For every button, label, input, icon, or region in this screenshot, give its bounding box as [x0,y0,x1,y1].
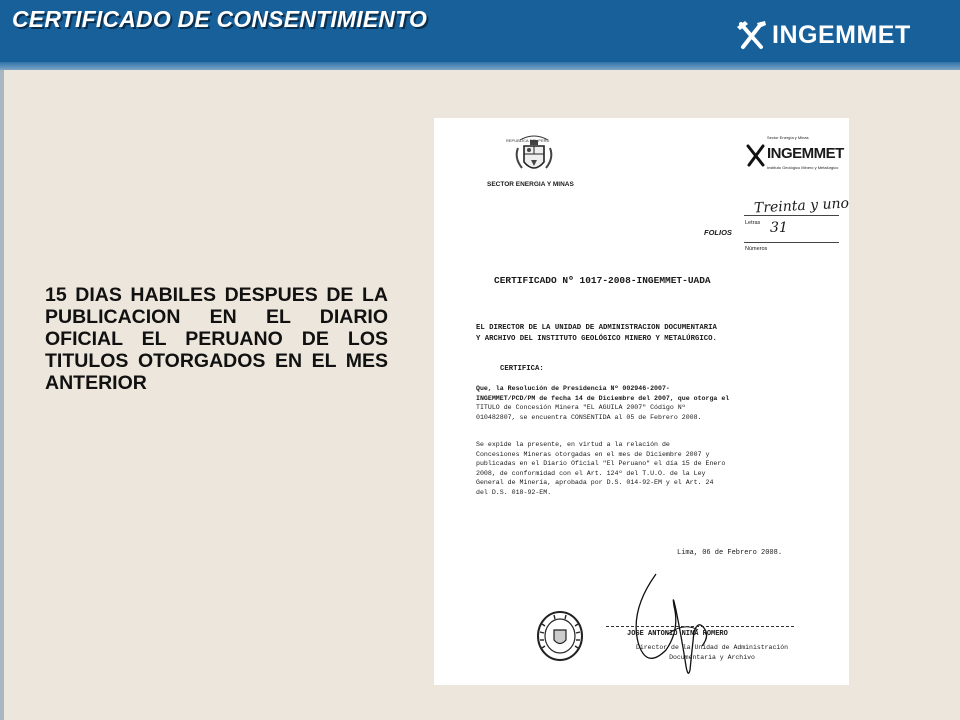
pick-hammer-icon [736,20,768,50]
paragraph-line: del D.S. 018-92-EM. [476,488,552,496]
signature-line [606,626,794,627]
paragraph-line: 2008, de conformidad con el Art. 124º del T.U.O. de la Ley [476,469,706,477]
doc-logo-top: Sector Energía y Minas [767,135,809,140]
numeros-label: Números [745,246,768,252]
doc-logo-subtitle: Instituto Geológico Minero y Metalúrgico [767,165,839,170]
paragraph-line: Concesiones Mineras otorgadas en el mes de Diciembre 2007 y [476,450,710,458]
certificate-title: CERTIFICADO Nº 1017-2008-INGEMMET-UADA [494,275,711,286]
left-accent-bar [0,70,4,720]
body-text: 15 DIAS HABILES DESPUES DE LA PUBLICACION EN EL DIARIO OFICIAL EL PERUANO DE LOS TITULOS OTORGADOS EN EL MES ANTERIOR [45,284,388,394]
director-line: EL DIRECTOR DE LA UNIDAD DE ADMINISTRACION DOCUMENTARIA [476,324,717,332]
signer-role [612,643,812,662]
paragraph-line: 010482807, se encuentra CONSENTIDA al 05 de Febrero 2008. [476,413,702,421]
brand-name: INGEMMET [772,20,911,49]
letras-label: Letras [745,220,761,226]
brand [736,18,911,52]
letras-line [744,215,839,216]
doc-pick-hammer-icon [744,142,768,168]
header-bar [0,0,960,70]
handwritten-folios-letras: Treinta y uno [753,195,849,217]
director-heading [476,323,826,345]
sector-label: SECTOR ENERGIA Y MINAS [487,181,574,188]
paragraph-line: General de Minería, aprobada por D.S. 014-92-EM y el Art. 24 [476,479,714,487]
header-divider [0,62,960,70]
handwritten-folios-numeros: 31 [770,220,788,236]
director-line: Y ARCHIVO DEL INSTITUTO GEOLÓGICO MINERO Y METALÚRGICO. [476,335,717,343]
slide-title: CERTIFICADO DE CONSENTIMIENTO [12,6,428,32]
signer-role-line: Documentaria y Archivo [669,653,755,661]
paragraph-issuance [476,440,826,498]
paragraph-line: publicadas en el Diario Oficial "El Peruano" el día 15 de Enero [476,460,726,468]
signer-name: JOSE ANTONIO NINA ROMERO [627,630,728,638]
folios-label: FOLIOS [704,228,732,237]
paragraph-line: Que, la Resolución de Presidencia Nº 002946-2007- [476,385,670,392]
certifica-label: CERTIFICA: [500,365,544,373]
place-date: Lima, 06 de Febrero 2008. [677,549,783,557]
paragraph-line: TITULO de Concesión Minera "EL AGUILA 2007" Código Nº [476,404,686,412]
paragraph-line: INGEMMET/PCD/PM de fecha 14 de Diciembre del 2007, que otorga el [476,394,730,402]
numeros-line [744,242,839,243]
signer-role-line: Director de la Unidad de Administración [635,644,789,651]
paragraph-resolution [476,384,826,422]
paragraph-line: Se expide la presente, en virtud a la relación de [476,441,670,448]
crest-caption: REPUBLICA DEL PERU [506,138,550,143]
official-seal-icon [536,610,584,662]
doc-logo-name: INGEMMET [767,145,844,162]
certificate-document [434,118,849,685]
